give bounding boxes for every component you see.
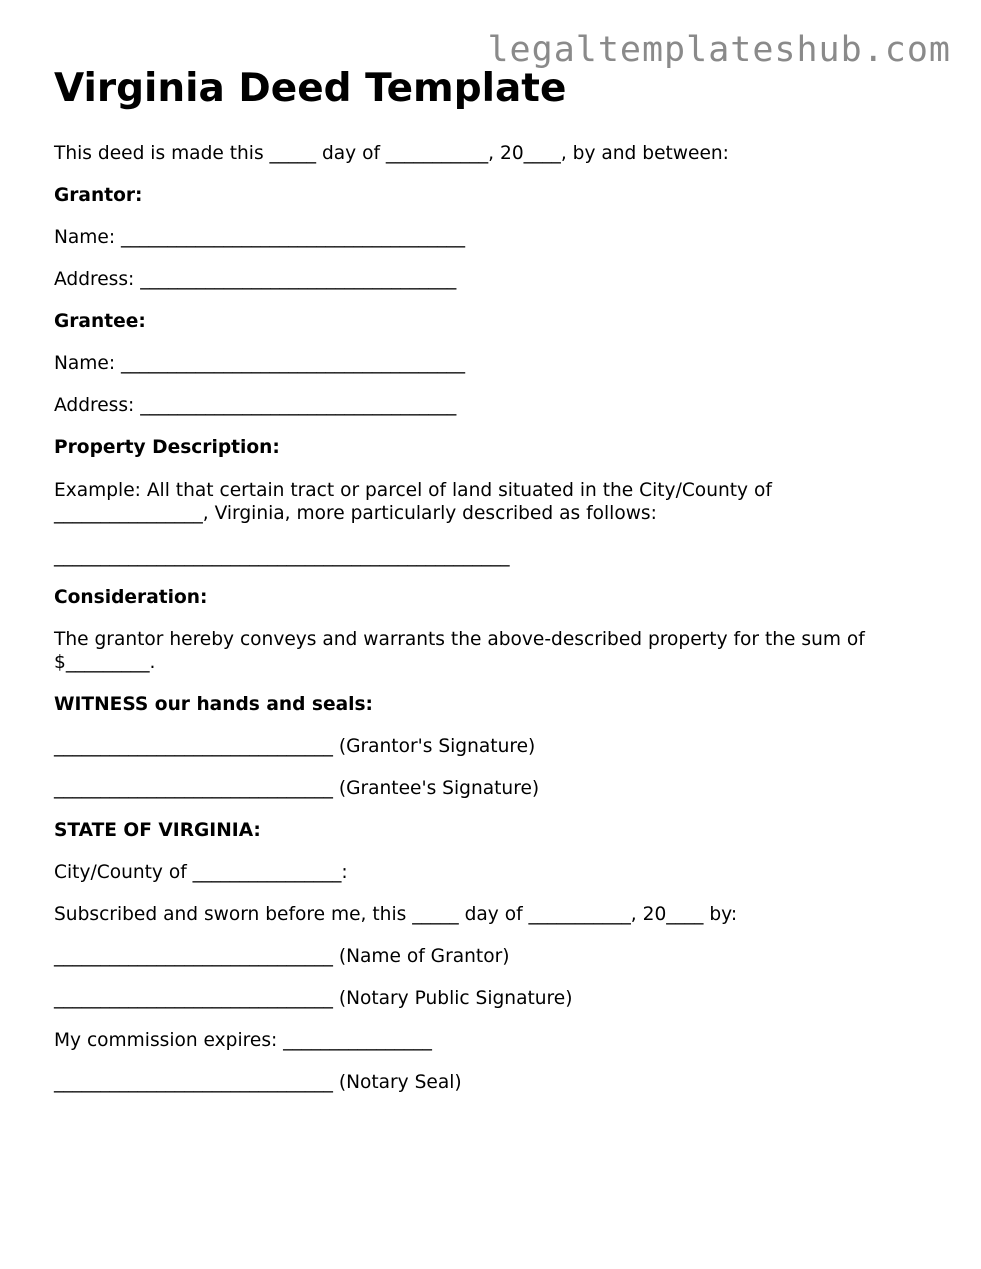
watermark: legaltemplateshub.com (487, 30, 951, 70)
grantee-name-field: Name: _____________________________________ (54, 353, 466, 374)
notary-seal-line: ______________________________ (Notary Seal) (54, 1072, 462, 1093)
intro-text: This deed is made this _____ day of ___________, 20____, by and between: (54, 143, 729, 164)
consideration-text-line2: $_________. (54, 652, 156, 673)
grantor-name-field: Name: _____________________________________ (54, 227, 466, 248)
commission-expires-field: My commission expires: ________________ (54, 1030, 432, 1051)
witness-heading: WITNESS our hands and seals: (54, 694, 373, 715)
property-description-blank: _________________________________________________ (54, 546, 510, 567)
grantee-signature-line: ______________________________ (Grantee's Signature) (54, 778, 540, 799)
name-of-grantor-line: ______________________________ (Name of Grantor) (54, 946, 510, 967)
state-heading: STATE OF VIRGINIA: (54, 820, 261, 841)
page-title: Virginia Deed Template (54, 66, 567, 111)
property-text-line2: ________________, Virginia, more particularly described as follows: (54, 503, 657, 524)
grantee-heading: Grantee: (54, 311, 146, 332)
consideration-heading: Consideration: (54, 587, 208, 608)
property-heading: Property Description: (54, 437, 280, 458)
grantor-heading: Grantor: (54, 185, 143, 206)
grantor-address-field: Address: __________________________________ (54, 269, 457, 290)
notary-signature-line: ______________________________ (Notary Public Signature) (54, 988, 573, 1009)
city-county-field: City/County of ________________: (54, 862, 348, 883)
grantor-signature-line: ______________________________ (Grantor's Signature) (54, 736, 536, 757)
subscribed-sworn-text: Subscribed and sworn before me, this _____ day of ___________, 20____ by: (54, 904, 738, 925)
property-text-line1: Example: All that certain tract or parcel of land situated in the City/County of (54, 480, 772, 501)
consideration-text-line1: The grantor hereby conveys and warrants the above-described property for the sum of (54, 629, 865, 650)
grantee-address-field: Address: __________________________________ (54, 395, 457, 416)
